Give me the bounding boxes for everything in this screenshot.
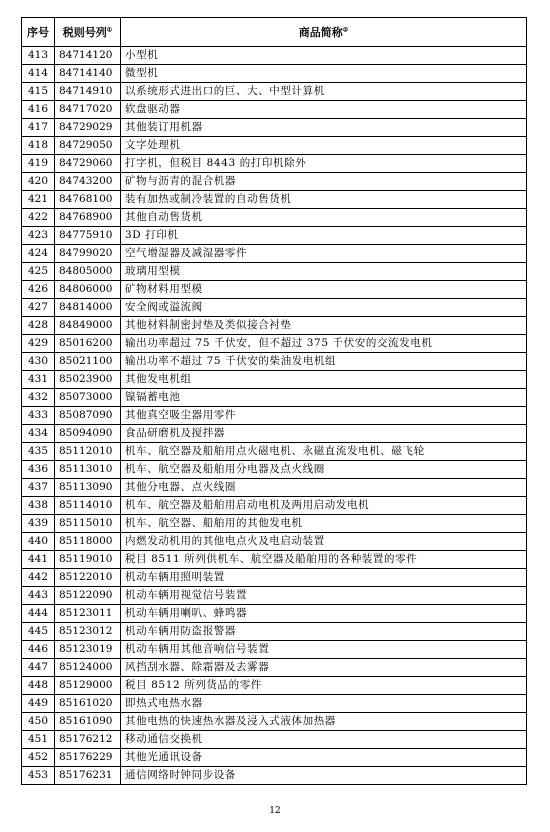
- code-cell: 85113010: [55, 461, 121, 479]
- tariff-table: [21, 17, 527, 785]
- table-row: [22, 407, 527, 425]
- code-cell: 85176229: [55, 749, 121, 767]
- table-row: [22, 515, 527, 533]
- code-cell: 85115010: [55, 515, 121, 533]
- seq-cell: 416: [22, 101, 55, 119]
- name-cell: 机动车辆用视觉信号装置: [121, 587, 527, 605]
- table-row: [22, 353, 527, 371]
- name-cell: 其他自动售货机: [121, 209, 527, 227]
- table-body: [22, 47, 527, 785]
- table-row: [22, 425, 527, 443]
- name-cell: 税目 8512 所列货品的零件: [121, 677, 527, 695]
- code-cell: 85176212: [55, 731, 121, 749]
- seq-cell: 447: [22, 659, 55, 677]
- table-row: [22, 65, 527, 83]
- name-cell: 安全阀或溢流阀: [121, 299, 527, 317]
- code-cell: 84714910: [55, 83, 121, 101]
- table-row: [22, 533, 527, 551]
- seq-cell: 424: [22, 245, 55, 263]
- code-cell: 85023900: [55, 371, 121, 389]
- name-cell: 机车、航空器、船舶用的其他发电机: [121, 515, 527, 533]
- code-cell: 84849000: [55, 317, 121, 335]
- seq-cell: 435: [22, 443, 55, 461]
- table-row: [22, 731, 527, 749]
- table-row: [22, 479, 527, 497]
- seq-cell: 451: [22, 731, 55, 749]
- name-cell: 以系统形式进出口的巨、大、中型计算机: [121, 83, 527, 101]
- code-cell: 85123012: [55, 623, 121, 641]
- table-row: [22, 335, 527, 353]
- name-cell: 其他分电器、点火线圈: [121, 479, 527, 497]
- code-cell: 84775910: [55, 227, 121, 245]
- seq-cell: 434: [22, 425, 55, 443]
- name-cell: 矿物材料用型模: [121, 281, 527, 299]
- name-cell: 小型机: [121, 47, 527, 65]
- table-row: [22, 209, 527, 227]
- seq-cell: 431: [22, 371, 55, 389]
- seq-cell: 417: [22, 119, 55, 137]
- code-cell: 85123011: [55, 605, 121, 623]
- table-row: [22, 497, 527, 515]
- seq-cell: 438: [22, 497, 55, 515]
- table-row: [22, 749, 527, 767]
- name-cell: 食品研磨机及搅拌器: [121, 425, 527, 443]
- table-row: [22, 173, 527, 191]
- seq-cell: 441: [22, 551, 55, 569]
- code-cell: 84714140: [55, 65, 121, 83]
- name-cell: 空气增湿器及减湿器零件: [121, 245, 527, 263]
- name-cell: 风挡刮水器、除霜器及去雾器: [121, 659, 527, 677]
- seq-cell: 418: [22, 137, 55, 155]
- table-row: [22, 47, 527, 65]
- seq-cell: 421: [22, 191, 55, 209]
- seq-cell: 446: [22, 641, 55, 659]
- code-cell: 84799020: [55, 245, 121, 263]
- seq-cell: 430: [22, 353, 55, 371]
- table-row: [22, 551, 527, 569]
- code-cell: 85176231: [55, 767, 121, 785]
- table-row: [22, 227, 527, 245]
- table-row: [22, 119, 527, 137]
- table-row: [22, 389, 527, 407]
- seq-cell: 439: [22, 515, 55, 533]
- code-cell: 85073000: [55, 389, 121, 407]
- code-cell: 85021100: [55, 353, 121, 371]
- code-cell: 85161020: [55, 695, 121, 713]
- name-cell: 机车、航空器及船舶用分电器及点火线圈: [121, 461, 527, 479]
- code-cell: 85112010: [55, 443, 121, 461]
- seq-cell: 445: [22, 623, 55, 641]
- name-cell: 其他装订用机器: [121, 119, 527, 137]
- code-cell: 84806000: [55, 281, 121, 299]
- table-row: [22, 623, 527, 641]
- name-cell: 其他真空吸尘器用零件: [121, 407, 527, 425]
- code-cell: 84729050: [55, 137, 121, 155]
- code-cell: 85119010: [55, 551, 121, 569]
- code-cell: 85129000: [55, 677, 121, 695]
- name-cell: 机车、航空器及船舶用启动电机及两用启动发电机: [121, 497, 527, 515]
- page-number: 12: [269, 806, 281, 816]
- code-cell: 84729029: [55, 119, 121, 137]
- seq-cell: 415: [22, 83, 55, 101]
- name-cell: 机动车辆用照明装置: [121, 569, 527, 587]
- name-cell: 打字机，但税目 8443 的打印机除外: [121, 155, 527, 173]
- name-cell: 其他电热的快速热水器及浸入式液体加热器: [121, 713, 527, 731]
- code-cell: 85122010: [55, 569, 121, 587]
- code-cell: 85087090: [55, 407, 121, 425]
- table-row: [22, 137, 527, 155]
- table-row: [22, 713, 527, 731]
- table-row: [22, 245, 527, 263]
- name-cell: 玻璃用型模: [121, 263, 527, 281]
- code-cell: 84805000: [55, 263, 121, 281]
- code-cell: 84714120: [55, 47, 121, 65]
- code-cell: 85161090: [55, 713, 121, 731]
- code-cell: 85123019: [55, 641, 121, 659]
- footnote-marker: ②: [342, 26, 349, 34]
- table-row: [22, 767, 527, 785]
- seq-cell: 442: [22, 569, 55, 587]
- code-cell: 85118000: [55, 533, 121, 551]
- name-cell: 3D 打印机: [121, 227, 527, 245]
- header-seq: 序号: [22, 18, 55, 47]
- seq-cell: 413: [22, 47, 55, 65]
- table-row: [22, 299, 527, 317]
- code-cell: 85113090: [55, 479, 121, 497]
- table-row: [22, 641, 527, 659]
- table-row: [22, 443, 527, 461]
- name-cell: 微型机: [121, 65, 527, 83]
- table-row: [22, 695, 527, 713]
- table-row: [22, 677, 527, 695]
- seq-cell: 419: [22, 155, 55, 173]
- table-row: [22, 317, 527, 335]
- table-row: [22, 281, 527, 299]
- name-cell: 装有加热或制冷装置的自动售货机: [121, 191, 527, 209]
- seq-cell: 422: [22, 209, 55, 227]
- seq-cell: 423: [22, 227, 55, 245]
- code-cell: 84743200: [55, 173, 121, 191]
- name-cell: 软盘驱动器: [121, 101, 527, 119]
- code-cell: 84814000: [55, 299, 121, 317]
- seq-cell: 428: [22, 317, 55, 335]
- code-cell: 84717020: [55, 101, 121, 119]
- seq-cell: 450: [22, 713, 55, 731]
- seq-cell: 453: [22, 767, 55, 785]
- name-cell: 机动车辆用其他音响信号装置: [121, 641, 527, 659]
- seq-cell: 420: [22, 173, 55, 191]
- seq-cell: 432: [22, 389, 55, 407]
- seq-cell: 449: [22, 695, 55, 713]
- table-row: [22, 263, 527, 281]
- name-cell: 机动车辆用喇叭、蜂鸣器: [121, 605, 527, 623]
- seq-cell: 427: [22, 299, 55, 317]
- name-cell: 矿物与沥青的混合机器: [121, 173, 527, 191]
- table-row: [22, 83, 527, 101]
- seq-cell: 448: [22, 677, 55, 695]
- table-header-row: [22, 18, 527, 47]
- header-name: 商品简称②: [121, 18, 527, 47]
- code-cell: 85122090: [55, 587, 121, 605]
- code-cell: 84768900: [55, 209, 121, 227]
- code-cell: 85114010: [55, 497, 121, 515]
- table-row: [22, 605, 527, 623]
- name-cell: 文字处理机: [121, 137, 527, 155]
- seq-cell: 414: [22, 65, 55, 83]
- seq-cell: 440: [22, 533, 55, 551]
- name-cell: 其他材料制密封垫及类似接合衬垫: [121, 317, 527, 335]
- name-cell: 机动车辆用防盗报警器: [121, 623, 527, 641]
- seq-cell: 444: [22, 605, 55, 623]
- table-row: [22, 191, 527, 209]
- seq-cell: 426: [22, 281, 55, 299]
- code-cell: 85016200: [55, 335, 121, 353]
- name-cell: 移动通信交换机: [121, 731, 527, 749]
- code-cell: 84729060: [55, 155, 121, 173]
- name-cell: 即热式电热水器: [121, 695, 527, 713]
- table-row: [22, 587, 527, 605]
- seq-cell: 429: [22, 335, 55, 353]
- seq-cell: 436: [22, 461, 55, 479]
- name-cell: 镍镉蓄电池: [121, 389, 527, 407]
- name-cell: 内燃发动机用的其他电点火及电启动装置: [121, 533, 527, 551]
- table-row: [22, 371, 527, 389]
- name-cell: 其他光通讯设备: [121, 749, 527, 767]
- table-row: [22, 461, 527, 479]
- seq-cell: 425: [22, 263, 55, 281]
- footnote-marker: ①: [106, 26, 113, 34]
- table-row: [22, 659, 527, 677]
- name-cell: 通信网络时钟同步设备: [121, 767, 527, 785]
- code-cell: 85094090: [55, 425, 121, 443]
- table-row: [22, 101, 527, 119]
- seq-cell: 452: [22, 749, 55, 767]
- seq-cell: 433: [22, 407, 55, 425]
- seq-cell: 437: [22, 479, 55, 497]
- table-row: [22, 569, 527, 587]
- seq-cell: 443: [22, 587, 55, 605]
- table-row: [22, 155, 527, 173]
- code-cell: 84768100: [55, 191, 121, 209]
- name-cell: 输出功率不超过 75 千伏安的柴油发电机组: [121, 353, 527, 371]
- name-cell: 输出功率超过 75 千伏安，但不超过 375 千伏安的交流发电机: [121, 335, 527, 353]
- header-code: 税则号列①: [55, 18, 121, 47]
- name-cell: 税目 8511 所列供机车、航空器及船舶用的各种装置的零件: [121, 551, 527, 569]
- code-cell: 85124000: [55, 659, 121, 677]
- name-cell: 机车、航空器及船舶用点火磁电机、永磁直流发电机、磁飞轮: [121, 443, 527, 461]
- name-cell: 其他发电机组: [121, 371, 527, 389]
